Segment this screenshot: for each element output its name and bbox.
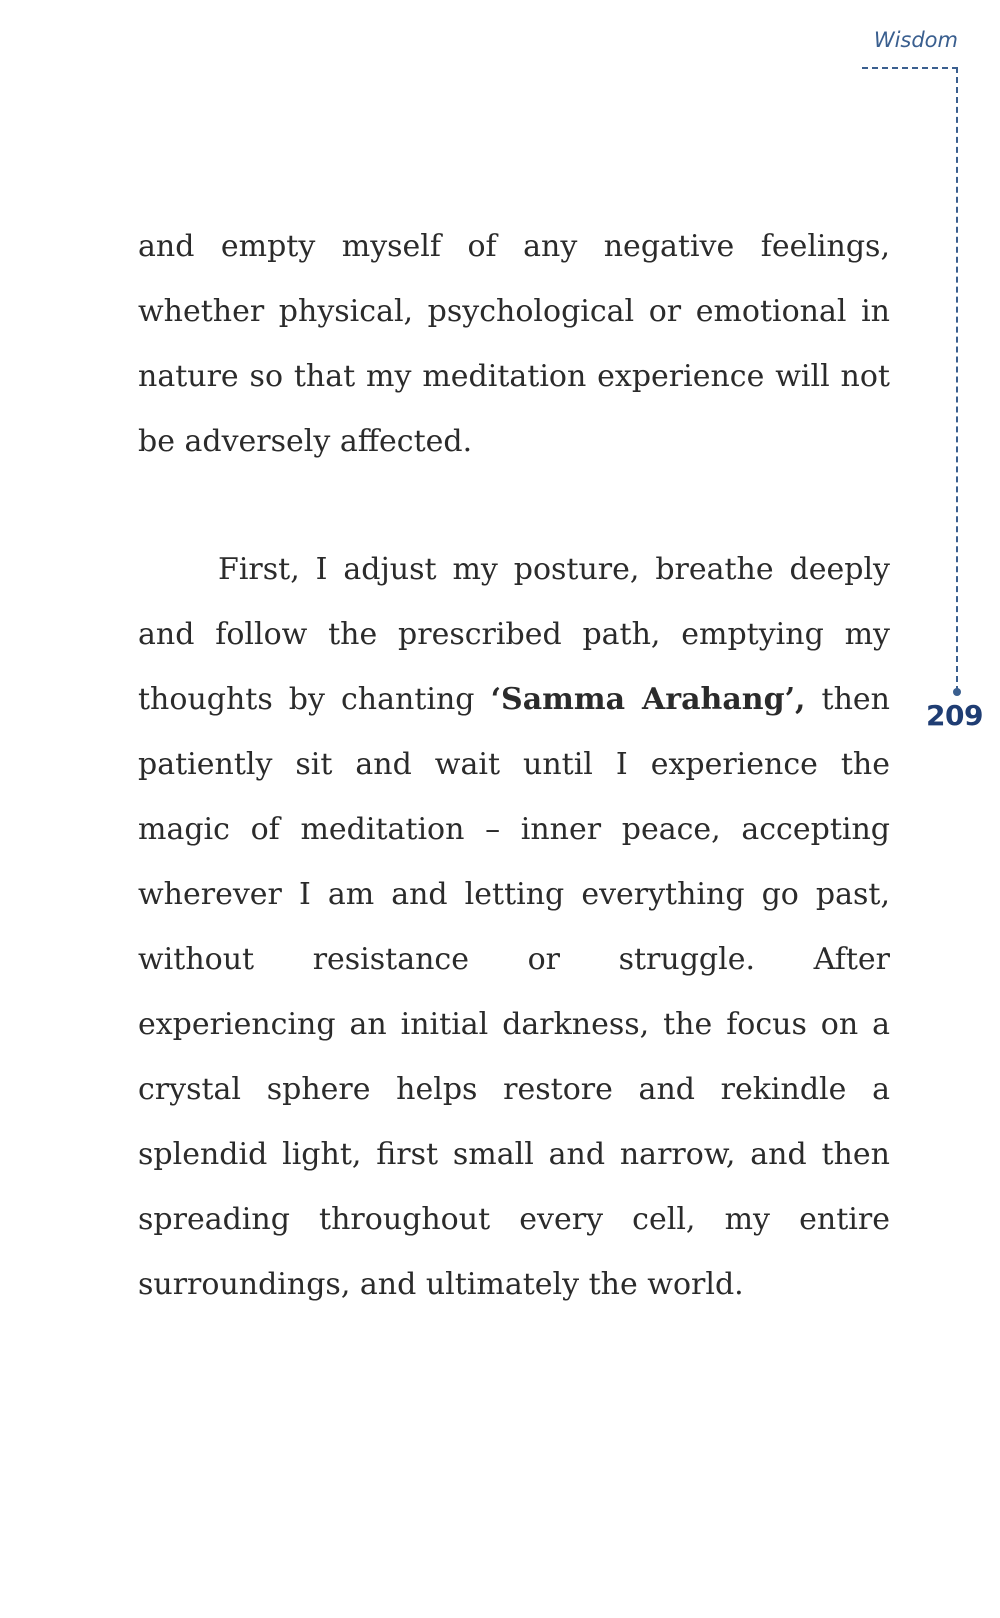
emphasized-term: ‘Samma Arahang’,	[490, 682, 806, 717]
dashed-guide-vertical	[956, 67, 958, 692]
dashed-guide-horizontal	[862, 67, 958, 69]
paragraph-1: and empty myself of any negative feelings, whether physical, psychological or emotional in nature so that my meditation experience will not be adversely affected.	[138, 229, 890, 459]
running-head-title: Wisdom	[873, 28, 958, 52]
paragraph-2-text-start: First, I adjust my posture, breathe deeply and follow the prescribed path, emptying my thoughts by chanting	[138, 552, 890, 717]
paragraph-2	[138, 537, 890, 1317]
guide-end-dot	[953, 688, 961, 696]
page-number: 209	[926, 699, 983, 732]
paragraph-2-text-end: then patiently sit and wait until I experience the magic of meditation – inner peace, accepting wherever I am and letting everything go past, without resistance or struggle. After experiencing an initial darkness, the focus on a crystal sphere helps restore and rekindle a splendid light, first small and narrow, and then spreading throughout every cell, my entire surroundings, and ultimately the world.	[138, 682, 890, 1302]
